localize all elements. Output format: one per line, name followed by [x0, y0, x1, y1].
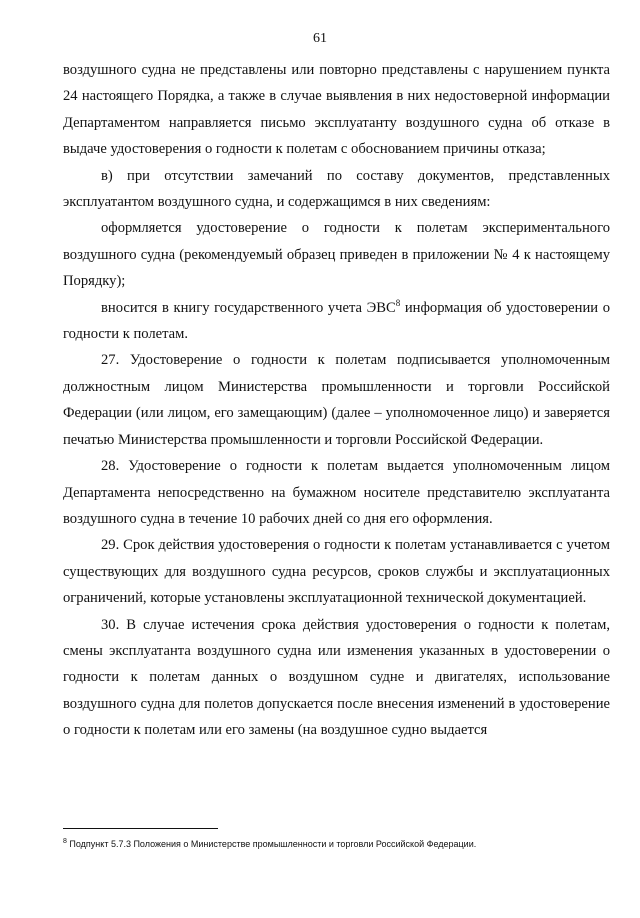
footnote-reference: 8	[395, 297, 401, 308]
footnote-separator	[63, 828, 218, 829]
body-text	[63, 57, 610, 744]
paragraph-issue-certificate: оформляется удостоверение о годности к полетам экспериментального воздушного судна (рекомендуемый образец приведен в приложении № 4 к настоящему Порядку);	[63, 220, 610, 290]
paragraph-30: 30. В случае истечения срока действия удостоверения о годности к полетам, смены эксплуатанта воздушного судна или изменения указанных в удостоверении о годности к полетам данных о воздушном судне и двигателях, использование воздушного судна для полетов допускается после внесения изменений в удостоверение о годности к полетам или его замены (на воздушное судно выдается	[63, 616, 610, 739]
register-entry-text-start: вносится в книгу государственного учета ЭВС	[101, 299, 396, 316]
page-number: 61	[313, 31, 327, 46]
register-entry-text-end: информация об удостоверении о годности к полетам.	[63, 299, 610, 343]
paragraph-29: 29. Срок действия удостоверения о годности к полетам устанавливается с учетом существующих для воздушного судна ресурсов, сроков службы и эксплуатационных ограничений, которые установлены эксплуатационной технической документацией.	[63, 537, 610, 607]
paragraph-27: 27. Удостоверение о годности к полетам подписывается уполномоченным должностным лицом Министерства промышленности и торговли Российской Федерации (или лицом, его замещающим) (далее – уполномоченное лицо) и заверяется печатью Министерства промышленности и торговли Российской Федерации.	[63, 352, 610, 448]
paragraph-continuation: воздушного судна не представлены или повторно представлены с нарушением пункта 24 настоящего Порядка, а также в случае выявления в них недостоверной информации Департаментом направляется письмо эксплуатанту воздушного судна об отказе в выдаче удостоверения о годности к полетам с обоснованием причины отказа;	[63, 62, 610, 158]
paragraph-register-entry	[63, 295, 610, 348]
footnote-text: Подпункт 5.7.3 Положения о Министерстве промышленности и торговли Российской Федерации.	[66, 839, 477, 849]
footnote	[63, 838, 610, 850]
paragraph-28: 28. Удостоверение о годности к полетам выдается уполномоченным лицом Департамента непосредственно на бумажном носителе представителю эксплуатанта воздушного судна в течение 10 рабочих дней со дня его оформления.	[63, 458, 610, 527]
paragraph-subitem-v: в) при отсутствии замечаний по составу документов, представленных эксплуатантом воздушного судна, и содержащимся в них сведениям:	[63, 167, 610, 211]
footnote-marker: 8	[63, 838, 67, 845]
